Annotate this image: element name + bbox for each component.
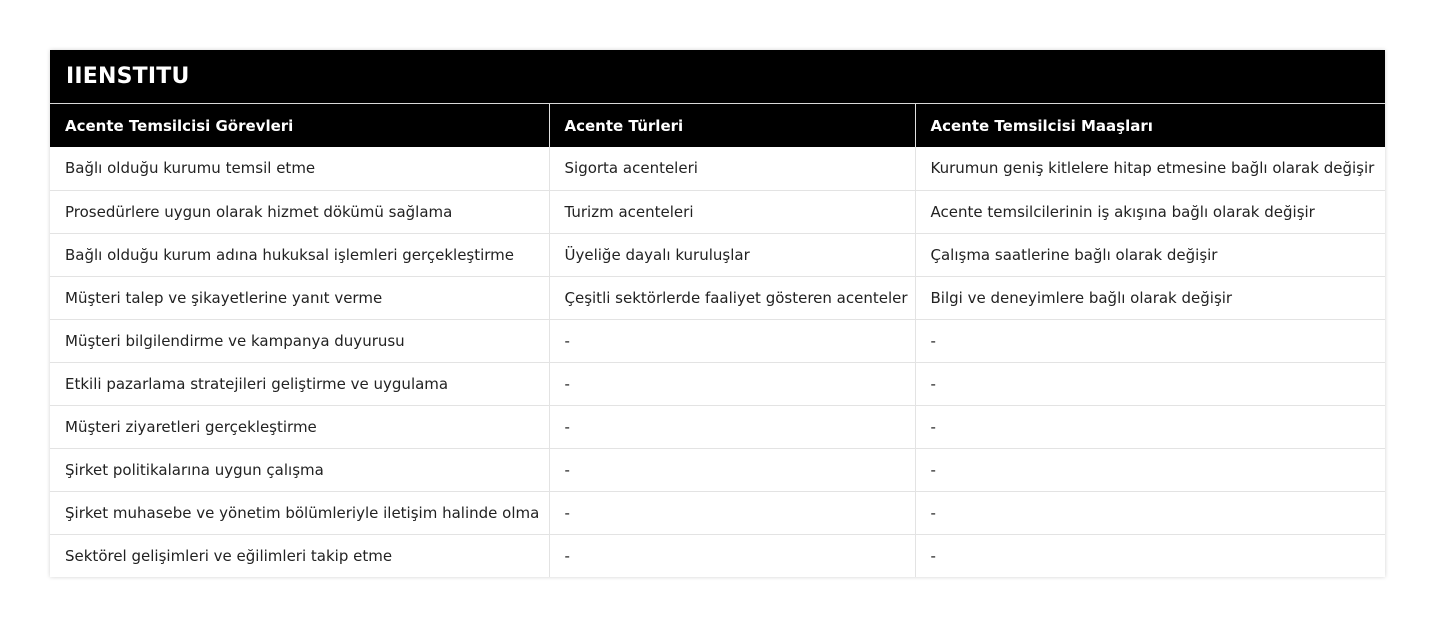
data-table — [50, 104, 1385, 577]
table-cell: Sigorta acenteleri — [549, 147, 915, 190]
table-row — [50, 491, 1385, 534]
table-row — [50, 448, 1385, 491]
table-cell: - — [915, 491, 1385, 534]
table-cell: Bağlı olduğu kurumu temsil etme — [50, 147, 549, 190]
table-row — [50, 319, 1385, 362]
table-cell: - — [915, 405, 1385, 448]
table-cell: - — [549, 448, 915, 491]
column-header-duties: Acente Temsilcisi Görevleri — [50, 104, 549, 147]
table-cell: Prosedürlere uygun olarak hizmet dökümü sağlama — [50, 190, 549, 233]
column-header-salaries: Acente Temsilcisi Maaşları — [915, 104, 1385, 147]
table-cell: Etkili pazarlama stratejileri geliştirme ve uygulama — [50, 362, 549, 405]
table-row — [50, 190, 1385, 233]
table-cell: Kurumun geniş kitlelere hitap etmesine bağlı olarak değişir — [930, 159, 1375, 178]
table-cell: - — [915, 448, 1385, 491]
data-table-container — [50, 50, 1385, 577]
table-row — [50, 233, 1385, 276]
table-cell: - — [915, 319, 1385, 362]
table-cell: - — [549, 405, 915, 448]
table-cell: - — [915, 534, 1385, 577]
table-cell: Müşteri talep ve şikayetlerine yanıt verme — [50, 276, 549, 319]
table-cell: Bilgi ve deneyimlere bağlı olarak değişir — [915, 276, 1385, 319]
table-cell: Acente temsilcilerinin iş akışına bağlı olarak değişir — [915, 190, 1385, 233]
table-row — [50, 147, 1385, 190]
table-cell: - — [549, 491, 915, 534]
table-row — [50, 276, 1385, 319]
table-cell: Şirket politikalarına uygun çalışma — [50, 448, 549, 491]
table-cell: - — [549, 534, 915, 577]
table-cell: Müşteri bilgilendirme ve kampanya duyurusu — [50, 319, 549, 362]
table-row — [50, 534, 1385, 577]
table-cell: Şirket muhasebe ve yönetim bölümleriyle iletişim halinde olma — [50, 491, 549, 534]
table-cell: Çalışma saatlerine bağlı olarak değişir — [915, 233, 1385, 276]
brand-title: IIENSTITU — [50, 50, 1385, 104]
table-cell: Çeşitli sektörlerde faaliyet gösteren acenteler — [549, 276, 915, 319]
table-cell: - — [549, 319, 915, 362]
table-cell: - — [915, 362, 1385, 405]
table-cell: Turizm acenteleri — [549, 190, 915, 233]
table-row — [50, 362, 1385, 405]
table-cell: Sektörel gelişimleri ve eğilimleri takip etme — [50, 534, 549, 577]
table-cell: - — [549, 362, 915, 405]
table-row — [50, 405, 1385, 448]
table-cell: Bağlı olduğu kurum adına hukuksal işlemleri gerçekleştirme — [50, 233, 549, 276]
table-cell: Müşteri ziyaretleri gerçekleştirme — [50, 405, 549, 448]
table-cell: Üyeliğe dayalı kuruluşlar — [549, 233, 915, 276]
table-header-row — [50, 104, 1385, 147]
column-header-agency-types: Acente Türleri — [549, 104, 915, 147]
